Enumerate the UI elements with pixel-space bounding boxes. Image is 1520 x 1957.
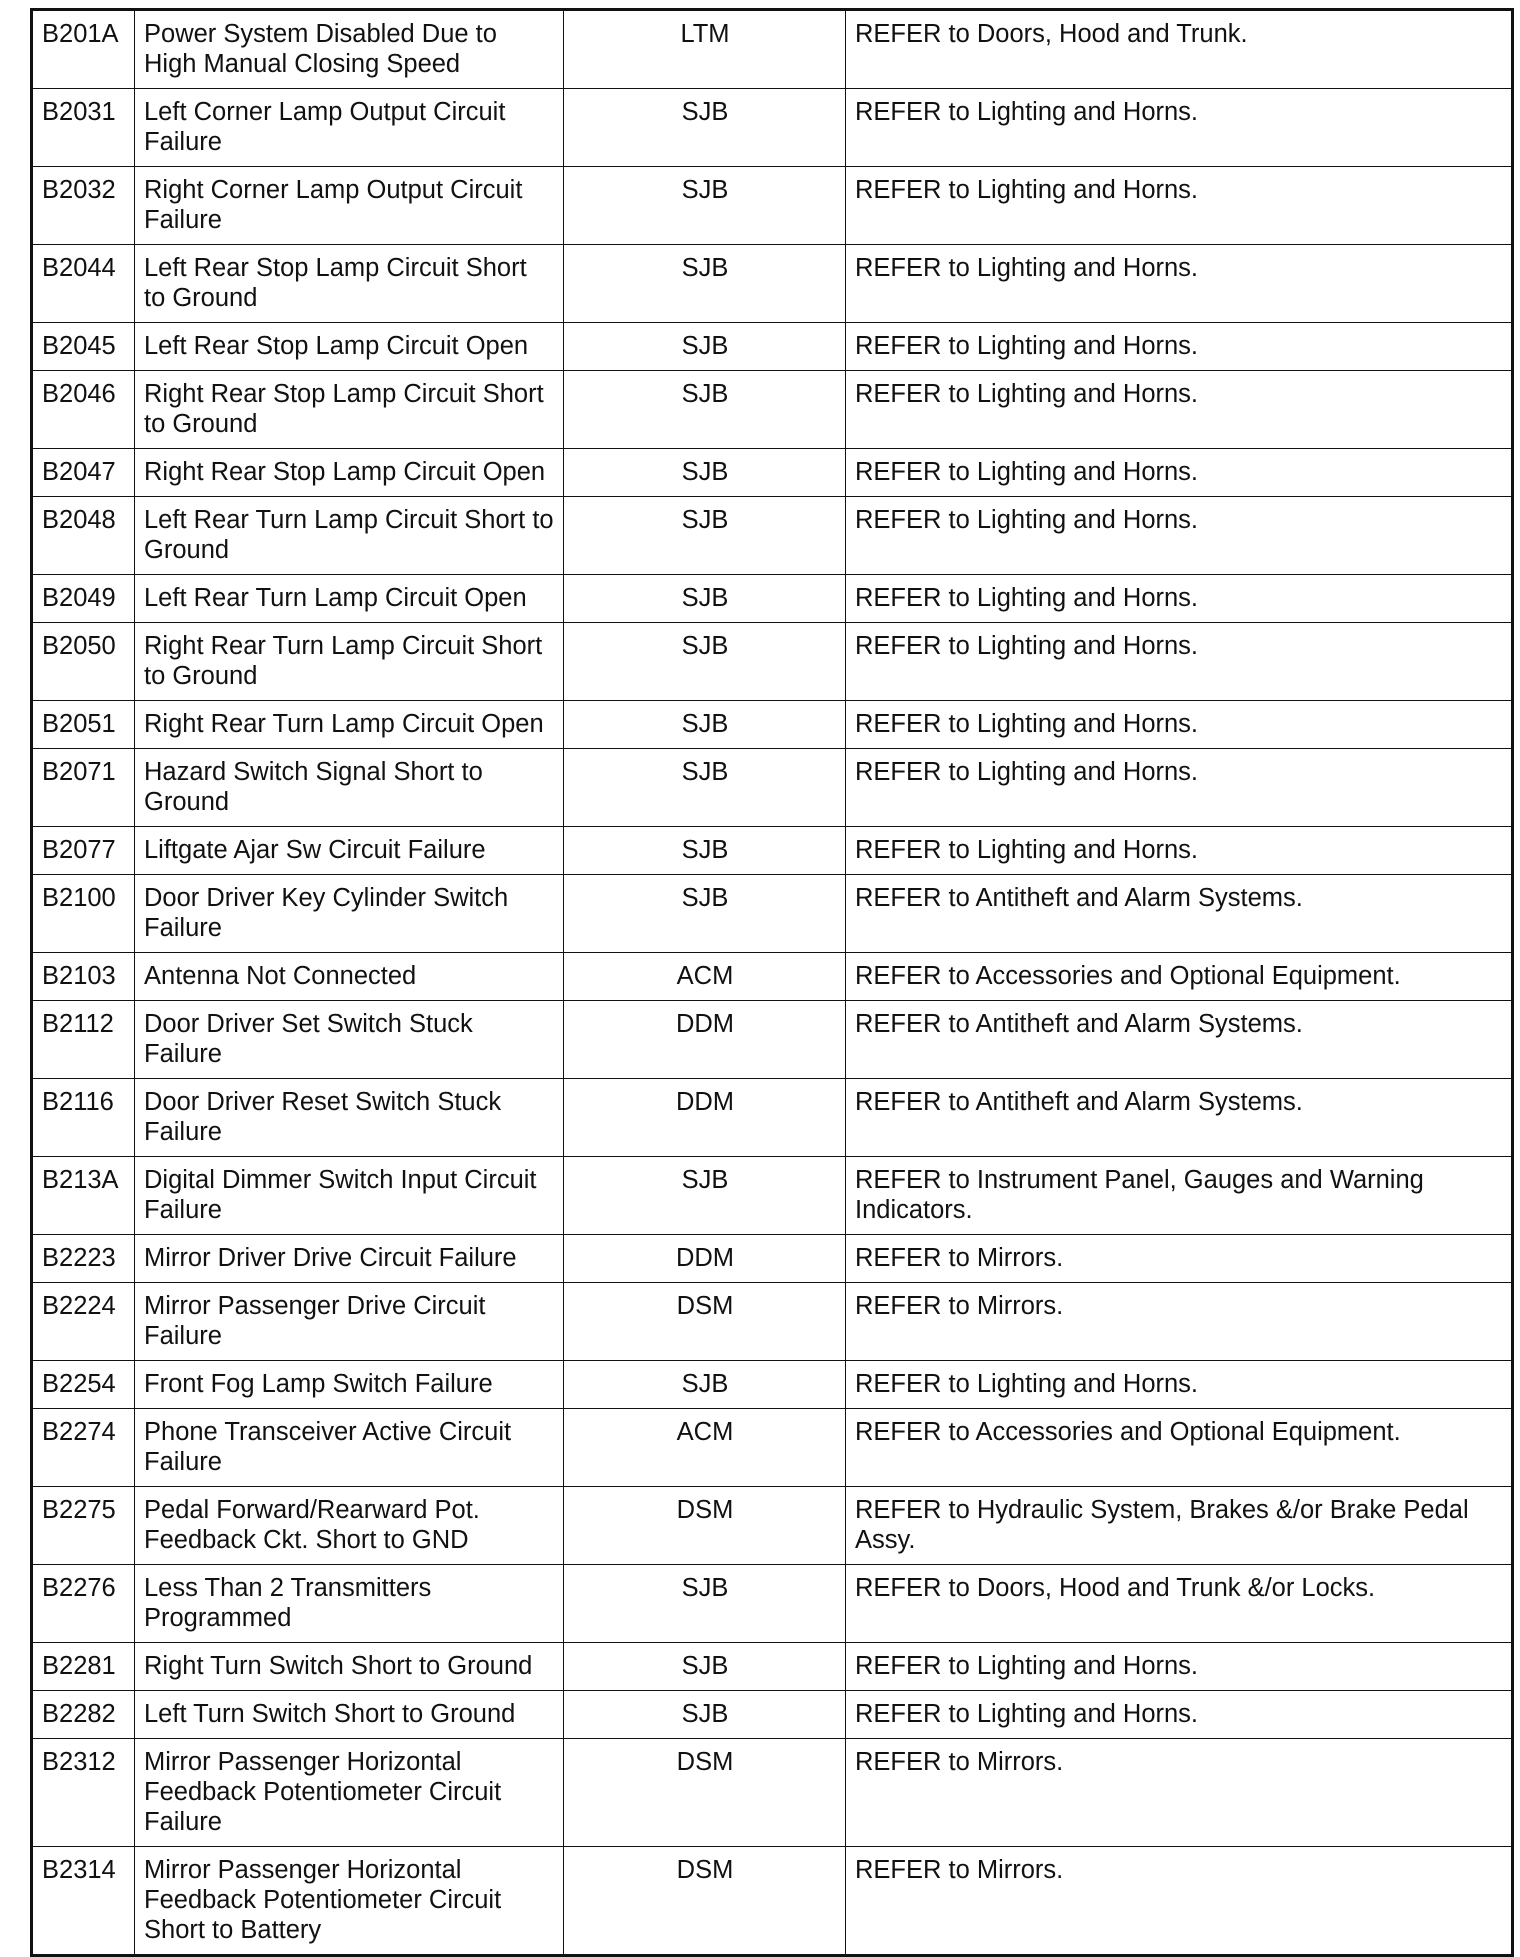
dtc-code-cell: B2046 <box>32 371 135 449</box>
dtc-code-cell: B2281 <box>32 1643 135 1691</box>
module-cell: DDM <box>564 1001 846 1079</box>
module-cell: SJB <box>564 701 846 749</box>
table-row <box>32 1361 1513 1409</box>
dtc-code-cell: B2077 <box>32 827 135 875</box>
table-row <box>32 623 1513 701</box>
action-cell: REFER to Antitheft and Alarm Systems. <box>846 1001 1513 1079</box>
dtc-code-cell: B2314 <box>32 1847 135 1956</box>
module-cell: DDM <box>564 1235 846 1283</box>
table-row <box>32 875 1513 953</box>
table-row <box>32 749 1513 827</box>
dtc-code-cell: B2051 <box>32 701 135 749</box>
action-cell: REFER to Mirrors. <box>846 1283 1513 1361</box>
description-cell: Digital Dimmer Switch Input Circuit Failure <box>135 1157 564 1235</box>
description-cell: Left Rear Turn Lamp Circuit Short to Ground <box>135 497 564 575</box>
module-cell: SJB <box>564 449 846 497</box>
action-cell: REFER to Antitheft and Alarm Systems. <box>846 1079 1513 1157</box>
description-cell: Antenna Not Connected <box>135 953 564 1001</box>
table-row <box>32 827 1513 875</box>
description-cell: Door Driver Key Cylinder Switch Failure <box>135 875 564 953</box>
action-cell: REFER to Lighting and Horns. <box>846 1643 1513 1691</box>
dtc-code-cell: B2047 <box>32 449 135 497</box>
dtc-code-cell: B2071 <box>32 749 135 827</box>
dtc-code-cell: B2276 <box>32 1565 135 1643</box>
dtc-code-cell: B2116 <box>32 1079 135 1157</box>
table-row <box>32 323 1513 371</box>
description-cell: Less Than 2 Transmitters Programmed <box>135 1565 564 1643</box>
action-cell: REFER to Lighting and Horns. <box>846 827 1513 875</box>
dtc-code-cell: B2275 <box>32 1487 135 1565</box>
dtc-code-cell: B2282 <box>32 1691 135 1739</box>
description-cell: Left Rear Stop Lamp Circuit Short to Ground <box>135 245 564 323</box>
table-row <box>32 371 1513 449</box>
module-cell: ACM <box>564 953 846 1001</box>
table-row <box>32 1409 1513 1487</box>
description-cell: Power System Disabled Due to High Manual Closing Speed <box>135 10 564 89</box>
table-row <box>32 1565 1513 1643</box>
module-cell: ACM <box>564 1409 846 1487</box>
module-cell: SJB <box>564 371 846 449</box>
description-cell: Front Fog Lamp Switch Failure <box>135 1361 564 1409</box>
module-cell: SJB <box>564 497 846 575</box>
module-cell: SJB <box>564 827 846 875</box>
action-cell: REFER to Doors, Hood and Trunk &/or Locks. <box>846 1565 1513 1643</box>
dtc-code-cell: B2224 <box>32 1283 135 1361</box>
table-row <box>32 1235 1513 1283</box>
description-cell: Right Turn Switch Short to Ground <box>135 1643 564 1691</box>
description-cell: Liftgate Ajar Sw Circuit Failure <box>135 827 564 875</box>
dtc-code-cell: B2044 <box>32 245 135 323</box>
table-row <box>32 701 1513 749</box>
dtc-code-cell: B2103 <box>32 953 135 1001</box>
action-cell: REFER to Hydraulic System, Brakes &/or Brake Pedal Assy. <box>846 1487 1513 1565</box>
description-cell: Mirror Passenger Horizontal Feedback Potentiometer Circuit Short to Battery <box>135 1847 564 1956</box>
description-cell: Mirror Driver Drive Circuit Failure <box>135 1235 564 1283</box>
action-cell: REFER to Lighting and Horns. <box>846 323 1513 371</box>
description-cell: Right Rear Turn Lamp Circuit Short to Ground <box>135 623 564 701</box>
action-cell: REFER to Lighting and Horns. <box>846 449 1513 497</box>
action-cell: REFER to Mirrors. <box>846 1739 1513 1847</box>
action-cell: REFER to Lighting and Horns. <box>846 575 1513 623</box>
action-cell: REFER to Accessories and Optional Equipment. <box>846 953 1513 1001</box>
action-cell: REFER to Lighting and Horns. <box>846 1361 1513 1409</box>
action-cell: REFER to Lighting and Horns. <box>846 701 1513 749</box>
dtc-code-cell: B2049 <box>32 575 135 623</box>
description-cell: Right Rear Stop Lamp Circuit Short to Ground <box>135 371 564 449</box>
dtc-code-cell: B2312 <box>32 1739 135 1847</box>
dtc-code-cell: B2045 <box>32 323 135 371</box>
module-cell: SJB <box>564 1565 846 1643</box>
dtc-code-cell: B201A <box>32 10 135 89</box>
table-row <box>32 245 1513 323</box>
table-row <box>32 1001 1513 1079</box>
dtc-code-cell: B213A <box>32 1157 135 1235</box>
description-cell: Phone Transceiver Active Circuit Failure <box>135 1409 564 1487</box>
action-cell: REFER to Lighting and Horns. <box>846 245 1513 323</box>
dtc-code-cell: B2223 <box>32 1235 135 1283</box>
action-cell: REFER to Instrument Panel, Gauges and Warning Indicators. <box>846 1157 1513 1235</box>
module-cell: DSM <box>564 1739 846 1847</box>
description-cell: Right Corner Lamp Output Circuit Failure <box>135 167 564 245</box>
action-cell: REFER to Accessories and Optional Equipment. <box>846 1409 1513 1487</box>
table-row <box>32 1739 1513 1847</box>
action-cell: REFER to Lighting and Horns. <box>846 623 1513 701</box>
action-cell: REFER to Doors, Hood and Trunk. <box>846 10 1513 89</box>
action-cell: REFER to Lighting and Horns. <box>846 749 1513 827</box>
module-cell: SJB <box>564 167 846 245</box>
description-cell: Right Rear Turn Lamp Circuit Open <box>135 701 564 749</box>
description-cell: Door Driver Reset Switch Stuck Failure <box>135 1079 564 1157</box>
action-cell: REFER to Antitheft and Alarm Systems. <box>846 875 1513 953</box>
module-cell: SJB <box>564 749 846 827</box>
module-cell: SJB <box>564 245 846 323</box>
module-cell: DSM <box>564 1847 846 1956</box>
description-cell: Left Rear Turn Lamp Circuit Open <box>135 575 564 623</box>
table-row <box>32 1079 1513 1157</box>
module-cell: SJB <box>564 1643 846 1691</box>
dtc-code-cell: B2031 <box>32 89 135 167</box>
table-row <box>32 1847 1513 1956</box>
dtc-code-cell: B2100 <box>32 875 135 953</box>
action-cell: REFER to Lighting and Horns. <box>846 167 1513 245</box>
action-cell: REFER to Lighting and Horns. <box>846 89 1513 167</box>
description-cell: Pedal Forward/Rearward Pot. Feedback Ckt. Short to GND <box>135 1487 564 1565</box>
dtc-code-cell: B2274 <box>32 1409 135 1487</box>
module-cell: SJB <box>564 875 846 953</box>
dtc-code-cell: B2112 <box>32 1001 135 1079</box>
dtc-table-body <box>32 10 1513 1956</box>
module-cell: SJB <box>564 1361 846 1409</box>
table-row <box>32 449 1513 497</box>
description-cell: Right Rear Stop Lamp Circuit Open <box>135 449 564 497</box>
description-cell: Door Driver Set Switch Stuck Failure <box>135 1001 564 1079</box>
module-cell: SJB <box>564 623 846 701</box>
table-row <box>32 1487 1513 1565</box>
table-row <box>32 1283 1513 1361</box>
module-cell: LTM <box>564 10 846 89</box>
description-cell: Left Corner Lamp Output Circuit Failure <box>135 89 564 167</box>
dtc-table <box>30 8 1514 1957</box>
dtc-code-cell: B2032 <box>32 167 135 245</box>
dtc-code-cell: B2050 <box>32 623 135 701</box>
table-row <box>32 10 1513 89</box>
table-row <box>32 1157 1513 1235</box>
table-row <box>32 167 1513 245</box>
module-cell: SJB <box>564 323 846 371</box>
description-cell: Hazard Switch Signal Short to Ground <box>135 749 564 827</box>
action-cell: REFER to Mirrors. <box>846 1847 1513 1956</box>
description-cell: Left Rear Stop Lamp Circuit Open <box>135 323 564 371</box>
module-cell: DDM <box>564 1079 846 1157</box>
action-cell: REFER to Lighting and Horns. <box>846 371 1513 449</box>
table-row <box>32 575 1513 623</box>
action-cell: REFER to Lighting and Horns. <box>846 497 1513 575</box>
action-cell: REFER to Lighting and Horns. <box>846 1691 1513 1739</box>
module-cell: SJB <box>564 1691 846 1739</box>
module-cell: SJB <box>564 1157 846 1235</box>
description-cell: Mirror Passenger Horizontal Feedback Potentiometer Circuit Failure <box>135 1739 564 1847</box>
module-cell: DSM <box>564 1283 846 1361</box>
table-row <box>32 497 1513 575</box>
dtc-code-cell: B2048 <box>32 497 135 575</box>
table-row <box>32 89 1513 167</box>
table-row <box>32 953 1513 1001</box>
module-cell: SJB <box>564 89 846 167</box>
table-row <box>32 1691 1513 1739</box>
table-row <box>32 1643 1513 1691</box>
module-cell: DSM <box>564 1487 846 1565</box>
description-cell: Mirror Passenger Drive Circuit Failure <box>135 1283 564 1361</box>
dtc-code-cell: B2254 <box>32 1361 135 1409</box>
description-cell: Left Turn Switch Short to Ground <box>135 1691 564 1739</box>
action-cell: REFER to Mirrors. <box>846 1235 1513 1283</box>
module-cell: SJB <box>564 575 846 623</box>
